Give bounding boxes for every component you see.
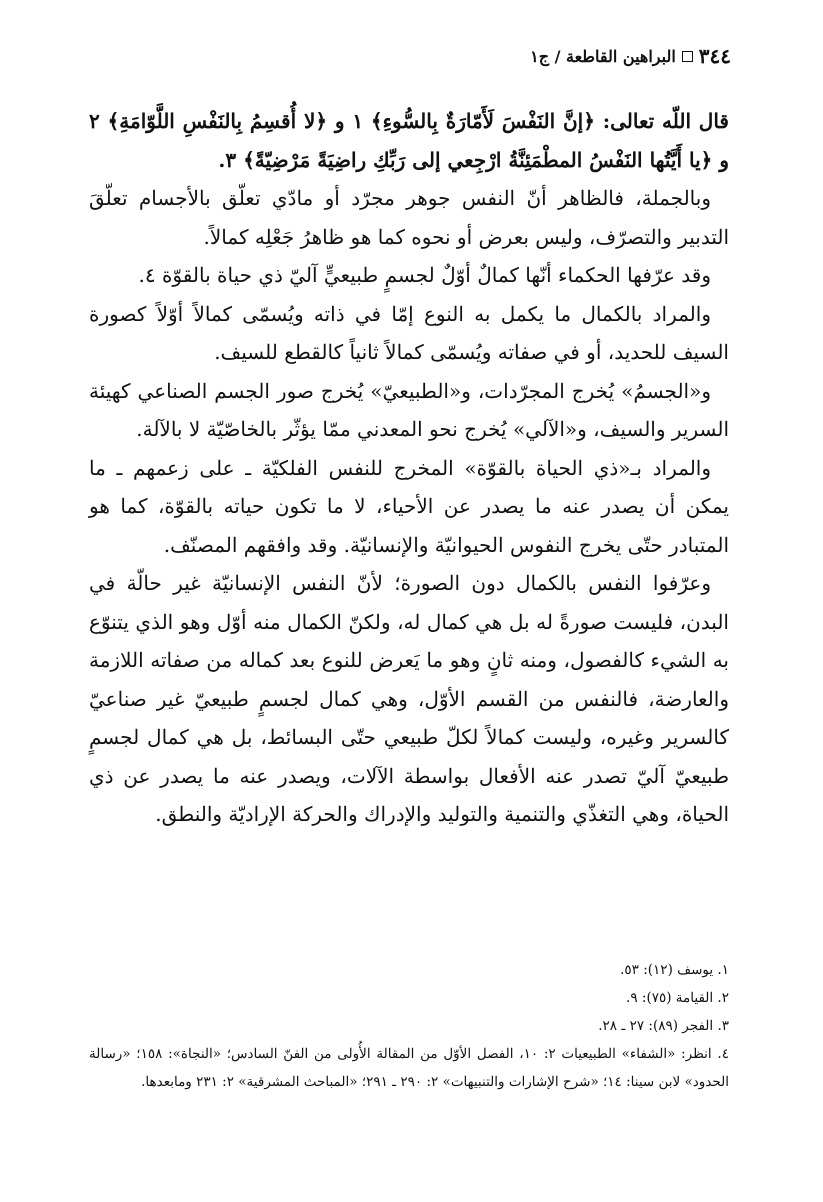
footnote: ٣. الفجر (٨٩): ٢٧ ـ ٢٨. bbox=[598, 1018, 729, 1034]
paragraph-quran-verses: قال اللّه تعالى: ﴿إنَّ النَفْسَ لَأَمّارَةٌ بِالسُّوءِ﴾ ١ و ﴿لا أُقسِمُ بِالنَفْسِ اللَّوّامَةِ﴾ ٢ و ﴿يا أَيَّتُها النَفْسُ المطْمَئِنَّةُ ارْجِعي إلى رَبِّكِ راضِيَةً مَرْضِيّةً﴾ ٣. bbox=[89, 109, 729, 172]
footnotes bbox=[89, 956, 729, 1096]
footnote: ١. يوسف (١٢): ٥٣. bbox=[620, 962, 729, 978]
paragraph: و«الجسمُ» يُخرج المجرّدات، و«الطبيعيّ» يُخرج صور الجسم الصناعي كهيئة السرير والسيف، و«الآلي» يُخرج نحو المعدني ممّا يؤثّر بالخاصّيّة لا بالآلة. bbox=[89, 378, 729, 441]
running-title: البراهين القاطعة / ج١ bbox=[530, 46, 676, 66]
paragraph: والمراد بالكمال ما يكمل به النوع إمّا في ذاته ويُسمّى كمالاً أوّلاً كصورة السيف للحديد، أو في صفاته ويُسمّى كمالاً ثانياً كالقطع للسيف. bbox=[89, 301, 729, 364]
paragraph: وقد عرّفها الحكماء أنّها كمالٌ أوّلٌ لجسمٍ طبيعيٍّ آليّ ذي حياة بالقوّة ٤. bbox=[138, 263, 711, 287]
footnote: ٤. انظر: «الشفاء» الطبيعيات ٢: ١٠، الفصل الأوّل من المقالة الأُولى من الفنّ السادس؛ «النجاة»: ١٥٨؛ «رسالة الحدود» لابن سينا: ١٤؛ «شرح الإشارات والتنبيهات» ٢: ٢٩٠ ـ ٢٩١؛ «المباحث المشرقية» ٢: ٢٣١ ومابعدها. bbox=[89, 1046, 729, 1090]
square-ornament-icon bbox=[682, 51, 693, 62]
footnote: ٢. القيامة (٧٥): ٩. bbox=[626, 990, 729, 1006]
paragraph: وعرّفوا النفس بالكمال دون الصورة؛ لأنّ النفس الإنسانيّة غير حالّة في البدن، فليست صورةً له بل هي كمال له، ولكنّ الكمال منه أوّل وهو الذي يتنوّع به الشيء كالفصول، ومنه ثانٍ وهو ما يَعرض للنوع بعد كماله من صفاته اللازمة والعارضة، فالنفس من القسم الأوّل، وهي كمال لجسمٍ طبيعيّ غير صناعيّ كالسرير وغيره، وليست كمالاً لكلّ طبيعي حتّى البسائط، بل هي كمال لجسمٍ طبيعيّ آليّ تصدر عنه الأفعال بواسطة الآلات، ويصدر عنه ما يصدر عن ذي الحياة، وهي التغذّي والتنمية والتوليد والإدراك والحركة الإراديّة والنطق. bbox=[89, 571, 729, 826]
paragraph: وبالجملة، فالظاهر أنّ النفس جوهر مجرّد أو مادّي تعلّق بالأجسام تعلّقَ التدبير والتصرّف، وليس بعرض أو نحوه كما هو ظاهرُ جَعْلِه كمالاً. bbox=[89, 186, 729, 249]
page-number: ٣٤٤ bbox=[698, 44, 731, 68]
paragraph: والمراد بـ«ذي الحياة بالقوّة» المخرج للنفس الفلكيّة ـ على زعمهم ـ ما يمكن أن يصدر عنه ما يصدر عن الأحياء، لا ما تكون حياته بالقوّة، كما هو المتبادر حتّى يخرج النفوس الحيوانيّة والإنسانيّة. وقد وافقهم المصنّف. bbox=[89, 455, 729, 557]
main-text bbox=[89, 102, 729, 834]
page-header bbox=[530, 44, 731, 68]
